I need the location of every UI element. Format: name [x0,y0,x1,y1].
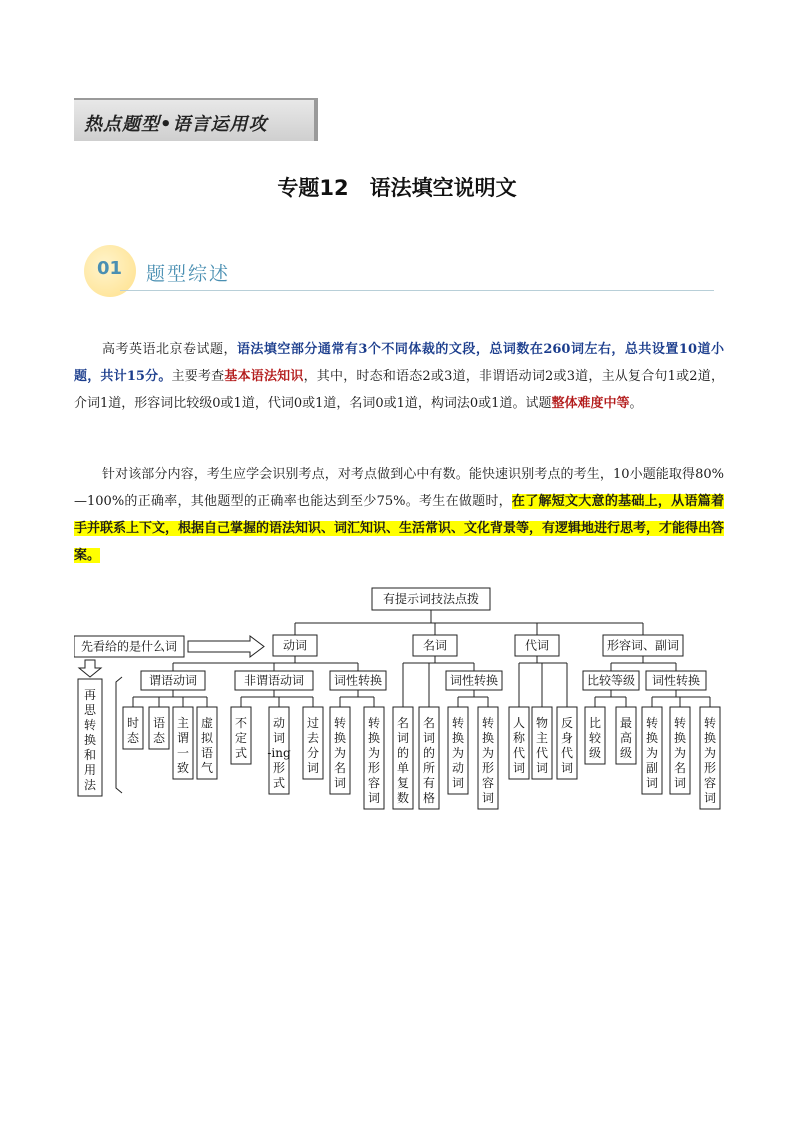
leaf-1-2-2-label: 动词-ing 形式 [267,716,291,790]
leaf-4-2-2-label: 转换为名词 [673,716,687,790]
banner-text: 热点题型•语言运用攻 [84,114,268,135]
leaf-1-3-1-label: 转换为名词 [333,716,347,790]
leaf-3-2-label: 物主代词 [535,716,549,775]
leaf-4-2-3-label: 转换为形容词 [703,716,717,805]
leaf-2-1-2-label: 转换为形容词 [481,716,495,805]
mindmap-root-label: 有提示词技法点拨 [382,592,480,606]
leaf-1-3-2-label: 转换为形容词 [367,716,381,805]
leaf-1-1-1-label: 时态 [126,716,140,745]
leaf-2-1-label: 名词的单复数 [396,716,410,805]
side-hint-label: 再思转换和用法 [83,688,97,792]
section-title: 题型综述 [146,263,231,285]
section-banner [74,98,318,141]
text-span: 主要考查 [171,369,225,384]
section-number: 01 [97,258,123,279]
branch-4-label: 形容词、副词 [606,638,680,653]
highlight-structure: 语法填空部分通常有3个不同体裁的文段，总词数在260词左右，总共设置10道小题，共计15分。 [74,342,724,384]
highlight-difficulty: 整体难度中等 [551,396,630,411]
leaf-4-1-1-label: 比较级 [588,716,602,760]
strategy-paragraph [74,461,724,569]
page-title: 专题12 语法填空说明文 [277,176,517,200]
group-2-1-label: 词性转换 [449,673,499,688]
leaf-3-3-label: 反身代词 [560,716,574,775]
text-span: 。 [629,396,643,411]
group-4-2-label: 词性转换 [651,673,701,688]
text-span: ，其中，时态和语态2或3道，非谓语动词2或3道，主从复合句1或2道，介词1道，形容词比较级0或1道，代词0或1道，名词0或1道，构词法0或1道。试题 [74,369,724,411]
group-4-1-label: 比较等级 [586,673,636,688]
leaf-1-2-1-label: 不定式 [234,716,248,760]
side-bracket [116,677,122,793]
leaf-1-2-3-label: 过去分词 [306,716,320,775]
grammar-mindmap [74,585,724,815]
text-span: 针对该部分内容，考生应学会识别考点，对考点做到心中有数。能快速识别考点的考生，10小题能取得80%—100%的正确率，其他题型的正确率也能达到至少75%。考生在做题时， [74,467,724,509]
branch-2-label: 名词 [422,638,448,653]
overview-paragraph [74,336,724,417]
leaf-3-1-label: 人称代词 [512,716,526,775]
text-span: 高考英语北京卷试题， [102,342,237,357]
arrow-right-icon [188,636,264,657]
leaf-2-1-1-label: 转换为动词 [451,716,465,790]
group-1-2-label: 非谓语动词 [243,673,305,688]
section-divider [120,290,714,291]
leaf-1-1-2-label: 语态 [152,716,166,745]
leaf-4-1-2-label: 最高级 [619,716,633,760]
leaf-1-1-3-label: 主谓一致 [176,716,190,775]
group-1-3-label: 词性转换 [333,673,383,688]
highlight-key-knowledge: 基本语法知识 [224,369,304,384]
branch-3-label: 代词 [524,638,550,653]
branch-1-label: 动词 [282,638,308,653]
highlighted-strategy: 在了解短文大意的基础上，从语篇着手并联系上下文，根据自己掌握的语法知识、词汇知识、生活常识、文化背景等，有逻辑地进行思考，才能得出答案。 [74,494,725,563]
group-1-1-label: 谓语动词 [148,673,198,688]
leaf-4-2-1-label: 转换为副词 [645,716,659,790]
section-header [84,245,714,297]
arrow-down-icon [79,660,101,677]
leaf-1-1-4-label: 虚拟语气 [200,716,214,775]
leaf-2-2-label: 名词的所有格 [422,716,436,805]
left-hint-label: 先看给的是什么词 [80,639,178,654]
